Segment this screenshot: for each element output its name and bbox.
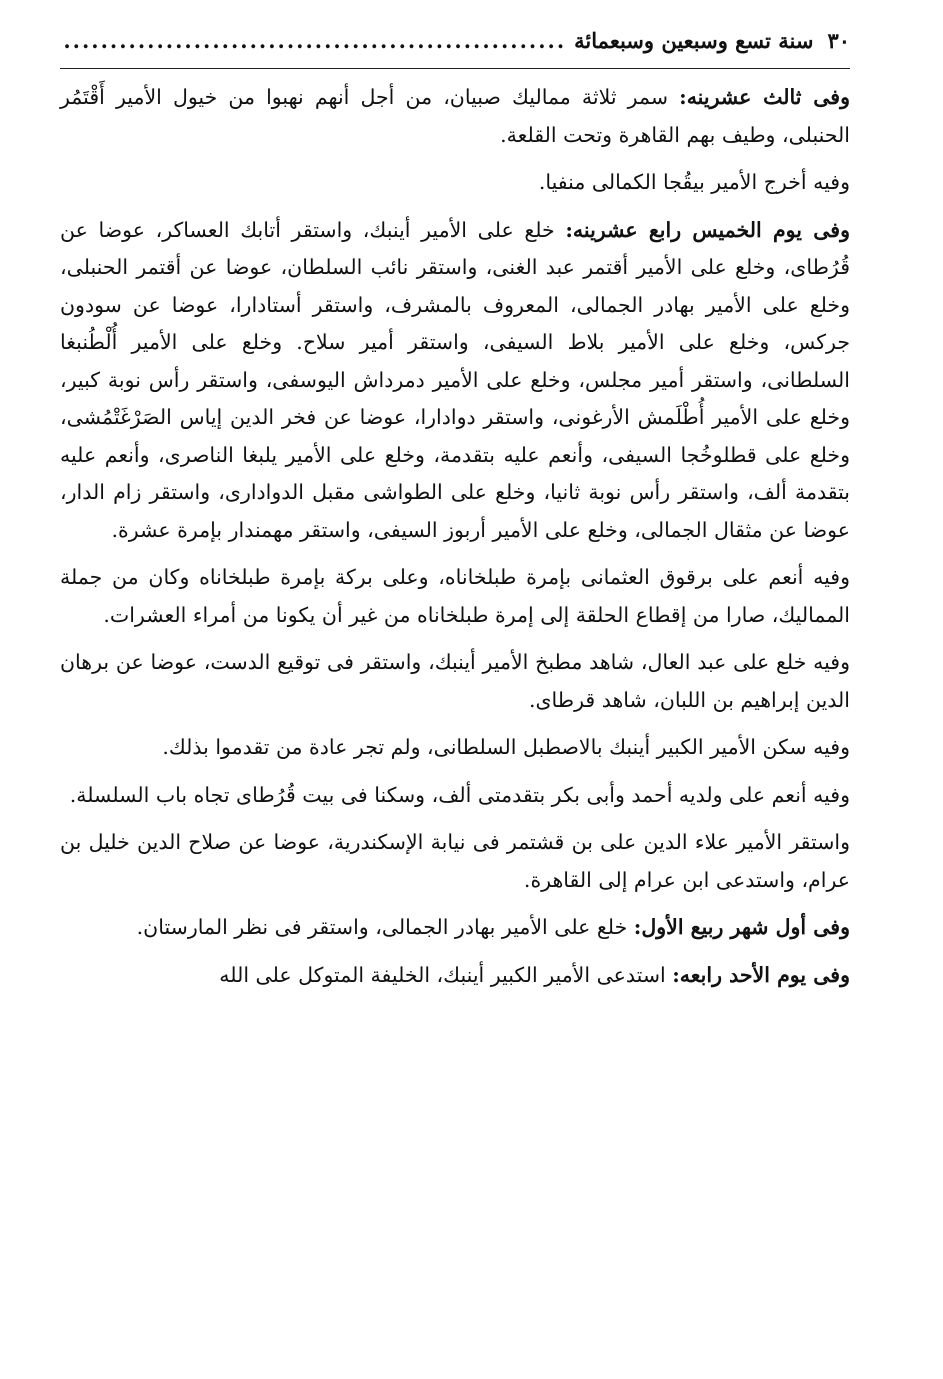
paragraph-text: وفيه أنعم على برقوق العثمانى بإمرة طبلخاناه، وعلى بركة بإمرة طبلخاناه وكان من جملة المماليك، صارا من إقطاع الحلقة إلى إمرة طبلخاناه من غير أن يكونا من أمراء العشرات. <box>60 565 850 627</box>
paragraph-text: واستقر الأمير علاء الدين على بن قشتمر فى نيابة الإسكندرية، عوضا عن صلاح الدين خليل بن عرام، واستدعى ابن عرام إلى القاهرة. <box>60 830 850 892</box>
paragraph <box>60 824 850 899</box>
paragraph <box>60 164 850 202</box>
leader-dots <box>60 28 566 53</box>
running-title: سنة تسع وسبعين وسبعمائة <box>574 28 814 53</box>
paragraph-text: وفيه سكن الأمير الكبير أينبك بالاصطبل السلطانى، ولم تجر عادة من تقدموا بذلك. <box>162 735 850 759</box>
paragraph <box>60 957 850 995</box>
paragraph-text: سمر ثلاثة مماليك صبيان، من أجل أنهم نهبوا من خيول الأمير أَقْتَمُر الحنبلى، وطيف بهم القاهرة وتحت القلعة. <box>60 85 850 147</box>
paragraph-text: استدعى الأمير الكبير أينبك، الخليفة المتوكل على الله <box>219 962 673 987</box>
paragraph-lead: وفى يوم الأحد رابعه: <box>672 962 850 987</box>
paragraph-text: خلع على الأمير أينبك، واستقر أتابك العساكر، عوضا عن قُرُطاى، وخلع على الأمير أقتمر عبد الغنى، واستقر نائب السلطان، عوضا عن أقتمر الحنبلى، وخلع على الأمير بهادر الجمالى، المعروف بالمشرف، واستقر أستادارا، عوضا عن سودون جركس، وخلع على الأمير بلاط السيفى، واستقر أمير سلاح. وخلع على الأمير أُلْطُنبغا السلطانى، واستقر أمير مجلس، وخلع على الأمير دمرداش اليوسفى، واستقر رأس نوبة كبير، وخلع على الأمير أُطْلَمش الأرغونى، واستقر دوادارا، عوضا عن فخر الدين إياس الصَرْغَتْمُشى، وخلع على قطلوخُجا السيفى، وأنعم عليه بتقدمة، وخلع على الأمير يلبغا الناصرى، وأنعم عليه بتقدمة ألف، واستقر رأس نوبة ثانيا، وخلع على الطواشى مقبل الدوادارى، واستقر زام الدار، عوضا عن مثقال الجمالى، وخلع على الأمير أربوز السيفى، واستقر مهمندار بإمرة عشرة. <box>60 217 850 542</box>
paragraph-text: وفيه أخرج الأمير بيقُجا الكمالى منفيا. <box>538 170 850 194</box>
paragraph-lead: وفى ثالث عشرينه: <box>679 85 850 109</box>
paragraph-lead: وفى يوم الخميس رابع عشرينه: <box>565 217 850 242</box>
paragraph <box>60 79 850 154</box>
paragraph <box>60 729 850 767</box>
paragraph <box>60 909 850 947</box>
paragraph <box>60 212 850 550</box>
running-head <box>60 28 850 69</box>
paragraph-text: وفيه خلع على عبد العال، شاهد مطبخ الأمير أينبك، واستقر فى توقيع الدست، عوضا عن برهان الدين إبراهيم بن اللبان، شاهد قرطاى. <box>60 650 850 712</box>
paragraph <box>60 644 850 719</box>
page-number: ٣٠ <box>827 28 850 53</box>
paragraph <box>60 777 850 815</box>
paragraph-lead: وفى أول شهر ربيع الأول: <box>633 915 850 939</box>
book-page <box>60 28 850 1358</box>
paragraph <box>60 559 850 634</box>
paragraph-text: خلع على الأمير بهادر الجمالى، واستقر فى نظر المارستان. <box>136 915 634 939</box>
paragraph-text: وفيه أنعم على ولديه أحمد وأبى بكر بتقدمتى ألف، وسكنا فى بيت قُرُطاى تجاه باب السلسلة. <box>69 782 850 807</box>
